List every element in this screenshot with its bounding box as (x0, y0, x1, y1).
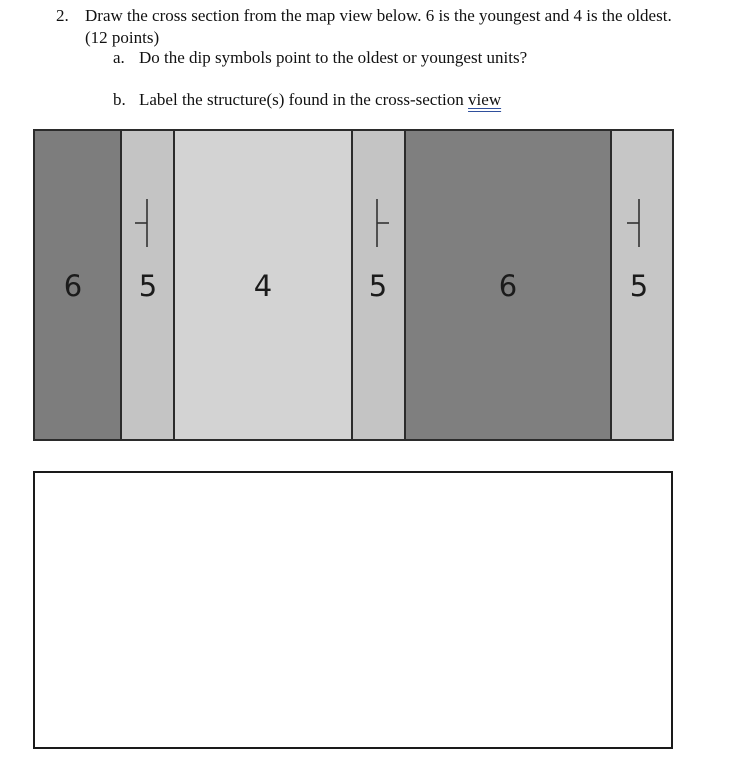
unit-label: 6 (498, 269, 518, 303)
question-text: Draw the cross section from the map view below. 6 is the youngest and 4 is the oldest. (85, 6, 672, 25)
geologic-map-view (33, 129, 674, 441)
unit-label: 6 (63, 269, 83, 303)
map-unit-5-center (351, 131, 405, 439)
subquestion-a-letter: a. (113, 48, 125, 67)
strike-dip-symbol (369, 199, 393, 249)
map-unit-4 (173, 131, 353, 439)
strike-dip-symbol (134, 199, 158, 249)
cross-section-answer-box[interactable] (33, 471, 673, 749)
map-unit-6-right (404, 131, 610, 439)
question-points: (12 points) (85, 28, 160, 47)
subquestion-a-text: Do the dip symbols point to the oldest or youngest units? (139, 48, 528, 67)
map-unit-6-left (35, 131, 120, 439)
subquestion-b-letter: b. (113, 90, 126, 109)
unit-label: 5 (629, 269, 649, 303)
unit-label: 5 (138, 269, 158, 303)
subquestion-b-text-main: Label the structure(s) found in the cross-section (139, 90, 469, 109)
unit-label: 5 (368, 269, 388, 303)
unit-label: 4 (253, 269, 273, 303)
question-number: 2. (56, 6, 69, 25)
map-unit-5-right (610, 131, 674, 439)
strike-dip-symbol (626, 199, 650, 249)
subquestion-b-text (139, 90, 501, 110)
map-unit-5-left (120, 131, 173, 439)
subquestion-b-underlined-word: view (468, 90, 502, 109)
